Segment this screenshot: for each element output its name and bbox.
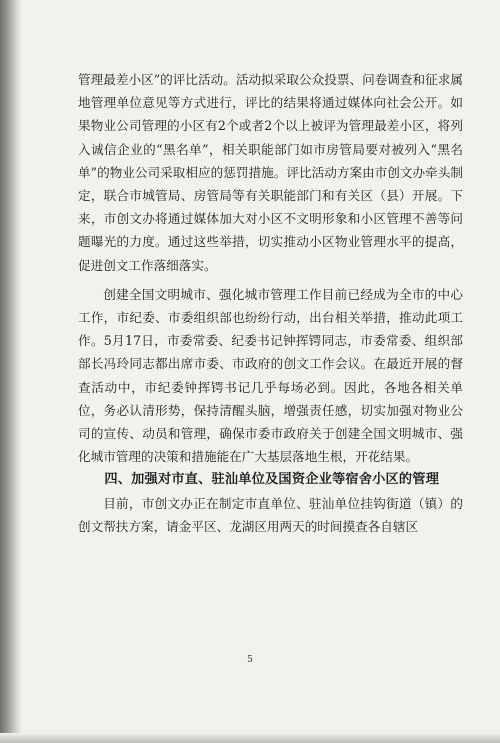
page-number: 5 (247, 655, 253, 665)
document-body (78, 68, 463, 538)
section-heading: 四、加强对市直、驻汕单位及国资企业等宿舍小区的管理 (104, 472, 440, 488)
paragraph-current-plan: 目前，市创文办正在制定市直单位、驻汕单位挂钩街道（镇）的创文帮扶方案，请金平区、龙湖区用两天的时间摸查各自辖区 (78, 495, 463, 534)
paragraph-evaluation-campaign: 管理最差小区”的评比活动。活动拟采取公众投票、问卷调查和征求属地管理单位意见等方式进行，评比的结果将通过媒体向社会公开。如果物业公司管理的小区有2个或者2个以上被评为管理最差小区，将列入诚信企业的“黑名单”，相关职能部门如市房管局要对被列入“黑名单”的物业公司采取相应的惩罚措施。评比活动方案由市创文办牵头制定，联合市城管局、房管局等有关职能部门和有关区（县）开展。下来，市创文办将通过媒体加大对小区不文明形象和小区管理不善等问题曝光的力度。通过这些举措，切实推动小区物业管理水平的提高，促进创文工作落细落实。 (78, 72, 463, 273)
page-bottom-edge (0, 733, 500, 743)
paragraph-civilized-city: 创建全国文明城市、强化城市管理工作目前已经成为全市的中心工作，市纪委、市委组织部也纷纷行动，出台相关举措，推动此项工作。5月17日，市委常委、纪委书记钟挥锷同志，市委常委、组织部部长冯玲同志都出席市委、市政府的创文工作会议。在最近开展的督查活动中，市纪委钟挥锷书记几乎每场必到。因此，各地各相关单位，务必认清形势，保持清醒头脑，增强责任感，切实加强对物业公司的宣传、动员和管理，确保市委市政府关于创建全国文明城市、强化城市管理的决策和措施能在广大基层落地生根，开花结果。 (78, 286, 463, 465)
binding-shadow (0, 0, 22, 743)
